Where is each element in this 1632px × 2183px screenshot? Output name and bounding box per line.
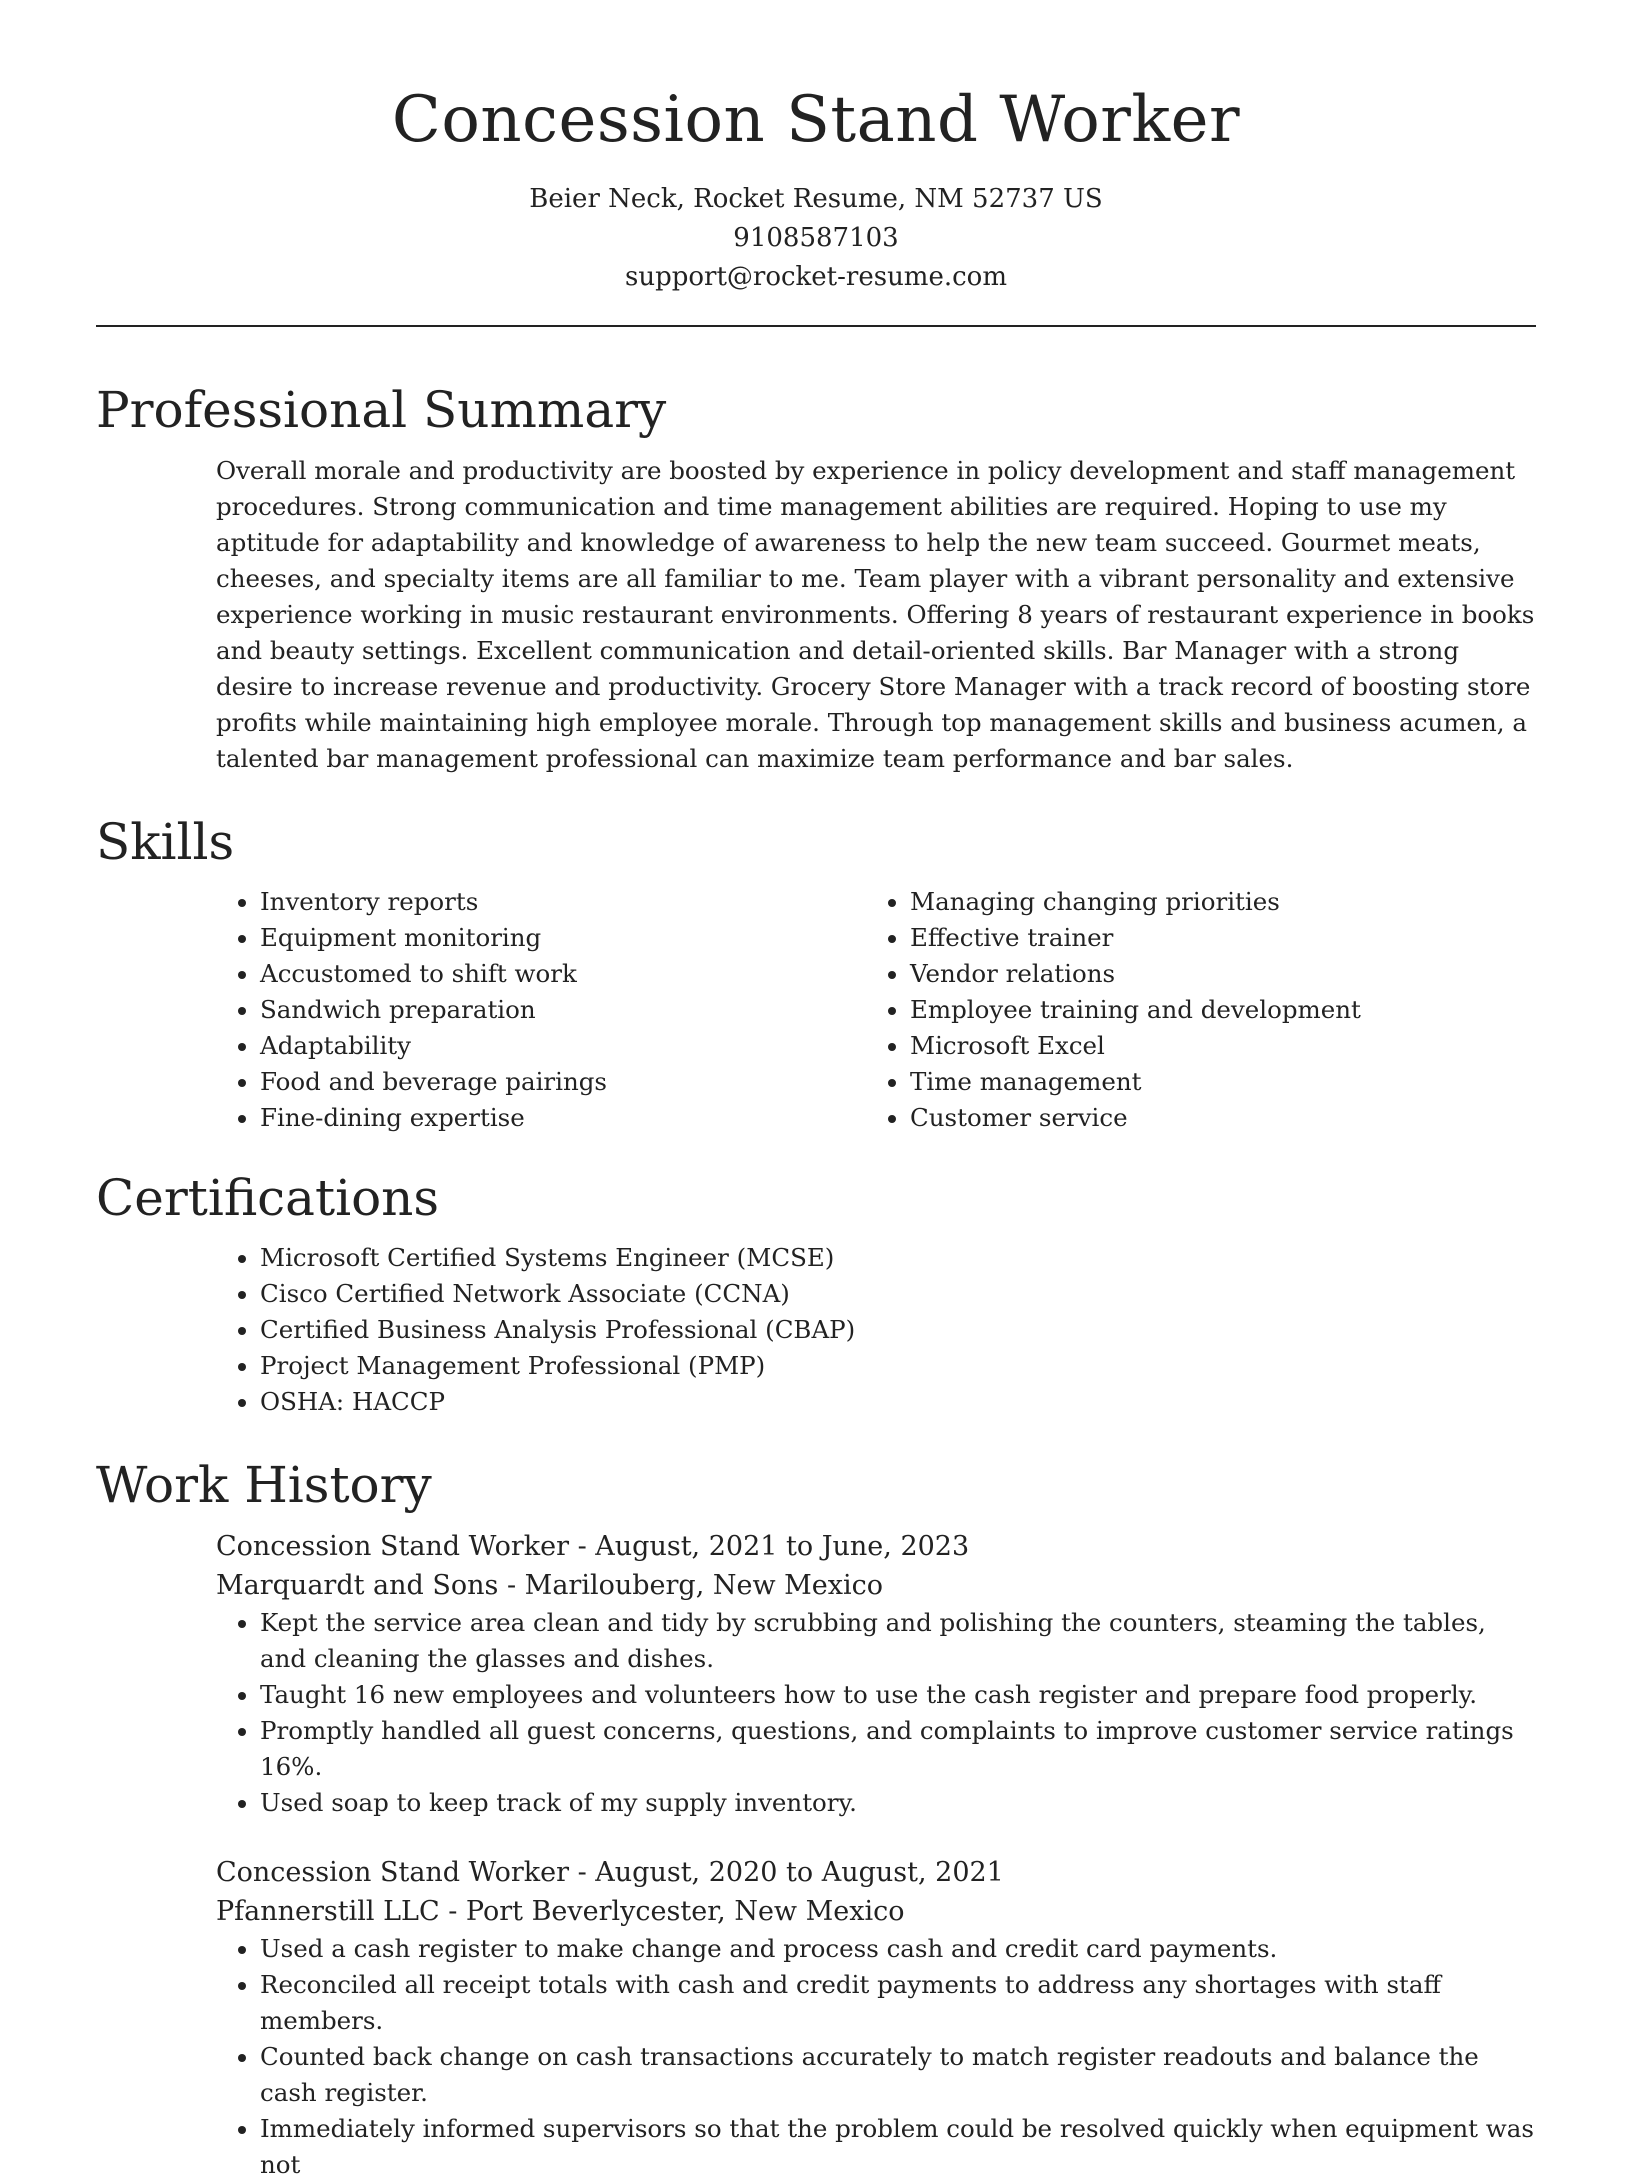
certifications-list: [216, 1240, 1536, 1420]
certification-item: • Project Management Professional (PMP): [260, 1348, 1536, 1384]
job-duty-item: • Reconciled all receipt totals with cash and credit payments to address any shortages with staff members.: [260, 1967, 1536, 2039]
candidate-name: Concession Stand Worker: [391, 83, 1241, 157]
skills-heading: Skills: [96, 813, 235, 871]
job-duties-list: [216, 1931, 1536, 2183]
job-duty-item: • Counted back change on cash transactions accurately to match register readouts and balance the cash register.: [260, 2039, 1536, 2111]
skill-item: • Inventory reports: [260, 884, 866, 920]
contact-address: Beier Neck, Rocket Resume, NM 52737 US: [529, 183, 1103, 214]
certification-item: • Certified Business Analysis Professional (CBAP): [260, 1312, 1536, 1348]
skill-item: • Accustomed to shift work: [260, 956, 866, 992]
job-duty-item: • Used a cash register to make change and process cash and credit card payments.: [260, 1931, 1536, 1967]
skill-item: • Food and beverage pairings: [260, 1064, 866, 1100]
skill-item: • Customer service: [910, 1100, 1516, 1136]
summary-section: [96, 380, 1536, 777]
skill-item: • Fine-dining expertise: [260, 1100, 866, 1136]
job-duty-item: • Used soap to keep track of my supply inventory.: [260, 1785, 1536, 1821]
skill-item: • Time management: [910, 1064, 1516, 1100]
job-company-line: Marquardt and Sons - Marilouberg, New Mexico: [216, 1570, 884, 1601]
skill-item: • Employee training and development: [910, 992, 1516, 1028]
job-title-line: Concession Stand Worker - August, 2021 to June, 2023: [216, 1531, 970, 1562]
summary-text: Overall morale and productivity are boosted by experience in policy development and staff management procedures. Strong communication and time management abilities are required. Hoping to use my aptitude for adaptability and knowledge of awareness to help the new team succeed. Gourmet meats, cheeses, and specialty items are all familiar to me. Team player with a vibrant personality and extensive experience working in music restaurant environments. Offering 8 years of restaurant experience in books and beauty settings. Excellent communication and detail-oriented skills. Bar Manager with a strong desire to increase revenue and productivity. Grocery Store Manager with a track record of boosting store profits while maintaining high employee morale. Through top management skills and business acumen, a talented bar management professional can maximize team performance and bar sales.: [216, 456, 1535, 773]
certification-item: • OSHA: HACCP: [260, 1384, 1536, 1420]
work-history-section: [96, 1455, 1536, 2183]
skills-columns: [216, 884, 1536, 1136]
contact-email: support@rocket-resume.com: [624, 261, 1007, 292]
certifications-body: [216, 1240, 1536, 1420]
summary-heading: Professional Summary: [96, 381, 667, 439]
resume-header: [96, 0, 1536, 327]
certifications-heading: Certifications: [96, 1169, 440, 1227]
certification-item: • Cisco Certified Network Associate (CCNA): [260, 1276, 1536, 1312]
certifications-section: [96, 1168, 1536, 1420]
skill-item: • Vendor relations: [910, 956, 1516, 992]
job-title-line: Concession Stand Worker - August, 2020 to August, 2021: [216, 1857, 1004, 1888]
job-duties-list: [216, 1605, 1536, 1821]
contact-phone: 9108587103: [733, 222, 899, 253]
job-company-line: Pfannerstill LLC - Port Beverlycester, New Mexico: [216, 1896, 905, 1927]
skills-list-right: [866, 884, 1516, 1136]
certification-item: • Microsoft Certified Systems Engineer (MCSE): [260, 1240, 1536, 1276]
skill-item: • Equipment monitoring: [260, 920, 866, 956]
skill-item: • Microsoft Excel: [910, 1028, 1516, 1064]
header-divider: [96, 325, 1536, 327]
job-duty-item: • Kept the service area clean and tidy by scrubbing and polishing the counters, steaming the tables, and cleaning the glasses and dishes.: [260, 1605, 1536, 1677]
job-entry: [216, 1853, 1536, 2183]
skill-item: • Sandwich preparation: [260, 992, 866, 1028]
skill-item: • Managing changing priorities: [910, 884, 1516, 920]
skill-item: • Adaptability: [260, 1028, 866, 1064]
job-entry: [216, 1527, 1536, 1821]
skills-column-left: [216, 884, 866, 1136]
skills-section: [96, 812, 1536, 1136]
job-duty-item: • Promptly handled all guest concerns, questions, and complaints to improve customer service ratings 16%.: [260, 1713, 1536, 1785]
skills-list-left: [216, 884, 866, 1136]
skills-column-right: [866, 884, 1516, 1136]
job-duty-item: • Immediately informed supervisors so that the problem could be resolved quickly when equipment was not: [260, 2111, 1536, 2183]
skill-item: • Effective trainer: [910, 920, 1516, 956]
contact-block: [96, 180, 1536, 297]
resume-page: [96, 0, 1536, 2179]
job-duty-item: • Taught 16 new employees and volunteers how to use the cash register and prepare food properly.: [260, 1677, 1536, 1713]
work-history-heading: Work History: [96, 1456, 432, 1514]
